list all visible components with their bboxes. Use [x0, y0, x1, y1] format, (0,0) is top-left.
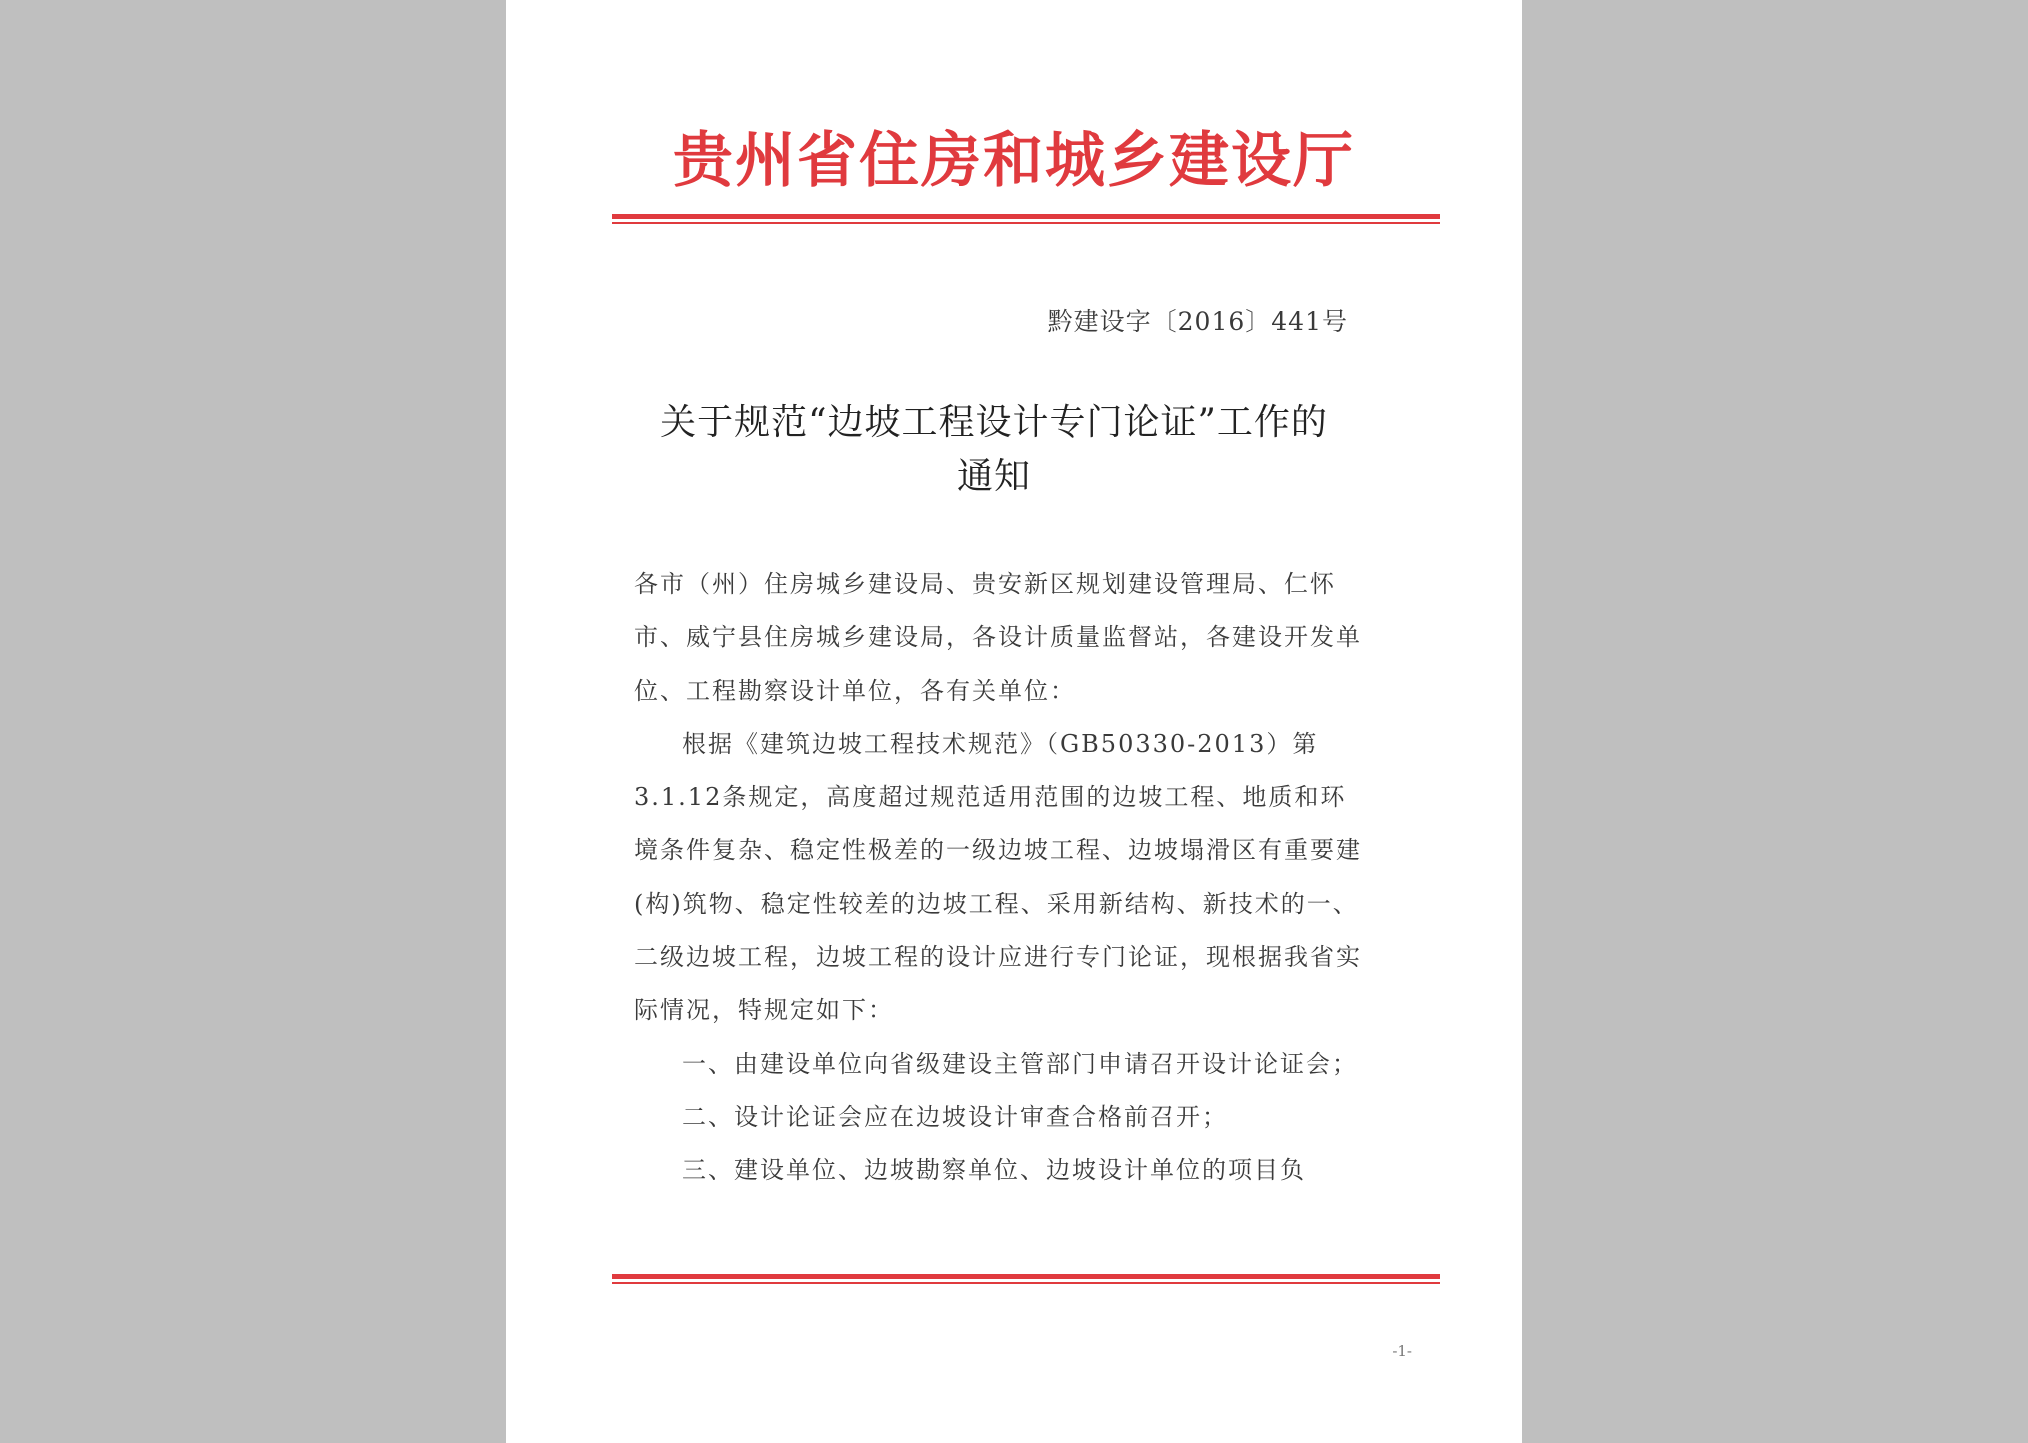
footer-red-rule: [612, 1274, 1440, 1284]
document-title-line-1: 关于规范“边坡工程设计专门论证”工作的: [660, 402, 1328, 443]
rule-thick-line: [612, 214, 1440, 219]
letterhead-red-rule: [612, 214, 1440, 224]
list-item-2: 二、设计论证会应在边坡设计审查合格前召开；: [682, 1102, 1228, 1131]
document-page: [506, 0, 1522, 1443]
document-title-line-2: 通知: [956, 456, 1031, 497]
letterhead-title: 贵州省住房和城乡建设厅: [673, 126, 1355, 196]
document-body: [634, 558, 1364, 1198]
page-number: -1-: [1392, 1342, 1412, 1360]
rule-thick-line: [612, 1274, 1440, 1279]
document-title: [626, 396, 1362, 504]
rule-thin-line: [612, 1282, 1440, 1284]
salutation: 各市（州）住房城乡建设局、贵安新区规划建设管理局、仁怀市、威宁县住房城乡建设局，各设计质量监督站，各建设开发单位、工程勘察设计单位，各有关单位：: [634, 570, 1362, 705]
list-item-3: 三、建设单位、边坡勘察单位、边坡设计单位的项目负: [682, 1156, 1306, 1185]
rule-thin-line: [612, 222, 1440, 224]
document-number: 黔建设字〔2016〕441号: [1047, 307, 1348, 336]
list-item-1: 一、由建设单位向省级建设主管部门申请召开设计论证会；: [682, 1049, 1358, 1078]
body-paragraph: 根据《建筑边坡工程技术规范》（GB50330-2013）第3.1.12条规定，高度超过规范适用范围的边坡工程、地质和环境条件复杂、稳定性极差的一级边坡工程、边坡塌滑区有重要建(构)筑物、稳定性较差的边坡工程、采用新结构、新技术的一、二级边坡工程，边坡工程的设计应进行专门论证，现根据我省实际情况，特规定如下：: [634, 729, 1362, 1025]
